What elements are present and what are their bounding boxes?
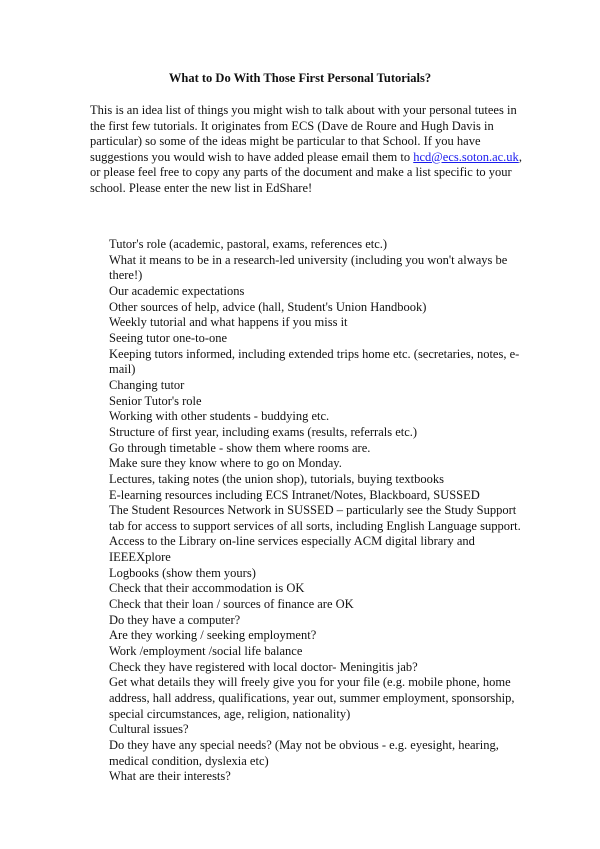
list-item: Are they working / seeking employment? — [109, 628, 317, 643]
list-item: Access to the Library on-line services especially ACM digital library and IEEEXplore — [109, 534, 475, 565]
list-item: Keeping tutors informed, including extended trips home etc. (secretaries, notes, e-mail) — [109, 346, 520, 377]
intro-paragraph — [90, 103, 522, 196]
list-item: Lectures, taking notes (the union shop), tutorials, buying textbooks — [109, 471, 445, 486]
list-item: What it means to be in a research-led university (including you won't always be there!) — [109, 252, 508, 283]
list-item: The Student Resources Network in SUSSED – particularly see the Study Support tab for access to support services of all sorts, including English Language support. — [109, 503, 521, 533]
list-item: Weekly tutorial and what happens if you miss it — [109, 315, 348, 330]
list-item: Do they have a computer? — [109, 612, 241, 627]
list-item: Changing tutor — [109, 377, 185, 392]
list-item: Seeing tutor one-to-one — [109, 330, 228, 345]
list-item: Tutor's role (academic, pastoral, exams, references etc.) — [109, 237, 388, 251]
intro-text-after-link: , or please feel free to copy any parts of the document and make a list specific to your school. Please enter the new list in EdShare! — [90, 149, 522, 195]
document-title: What to Do With Those First Personal Tutorials? — [168, 71, 432, 85]
list-item: Check they have registered with local doctor- Meningitis jab? — [109, 659, 418, 674]
list-item: Our academic expectations — [109, 283, 245, 298]
list-item: Logbooks (show them yours) — [109, 565, 256, 580]
list-item: Check that their accommodation is OK — [109, 581, 305, 596]
intro-text-before-link: This is an idea list of things you might wish to talk about with your personal tutees in the first few tutorials. It originates from ECS (Dave de Roure and Hugh Davis in particular) so some of the ideas might be particular to that School. If you have suggestions you would wish to have added please email them to — [90, 103, 517, 164]
list-item: Work /employment /social life balance — [109, 644, 303, 659]
list-item: Make sure they know where to go on Monday. — [109, 456, 342, 471]
list-item: Structure of first year, including exams (results, referrals etc.) — [109, 424, 418, 439]
list-item: Go through timetable - show them where rooms are. — [109, 440, 371, 455]
list-item: Check that their loan / sources of finance are OK — [109, 597, 354, 612]
list-item: What are their interests? — [109, 769, 231, 784]
email-link[interactable]: hcd@ecs.soton.ac.uk — [413, 149, 519, 164]
list-item: Working with other students - buddying etc. — [109, 409, 330, 424]
list-item: Cultural issues? — [109, 722, 189, 737]
list-item: Get what details they will freely give you for your file (e.g. mobile phone, home address, hall address, qualifications, year out, summer employment, sponsorship, special circumstances, age, religion, nationality) — [109, 675, 515, 721]
list-item: Do they have any special needs? (May not be obvious - e.g. eyesight, hearing, medical condition, dyslexia etc) — [109, 738, 499, 768]
list-item: E-learning resources including ECS Intranet/Notes, Blackboard, SUSSED — [109, 487, 480, 502]
list-item: Other sources of help, advice (hall, Student's Union Handbook) — [109, 299, 427, 314]
list-item: Senior Tutor's role — [109, 393, 202, 408]
topic-list — [109, 237, 521, 785]
